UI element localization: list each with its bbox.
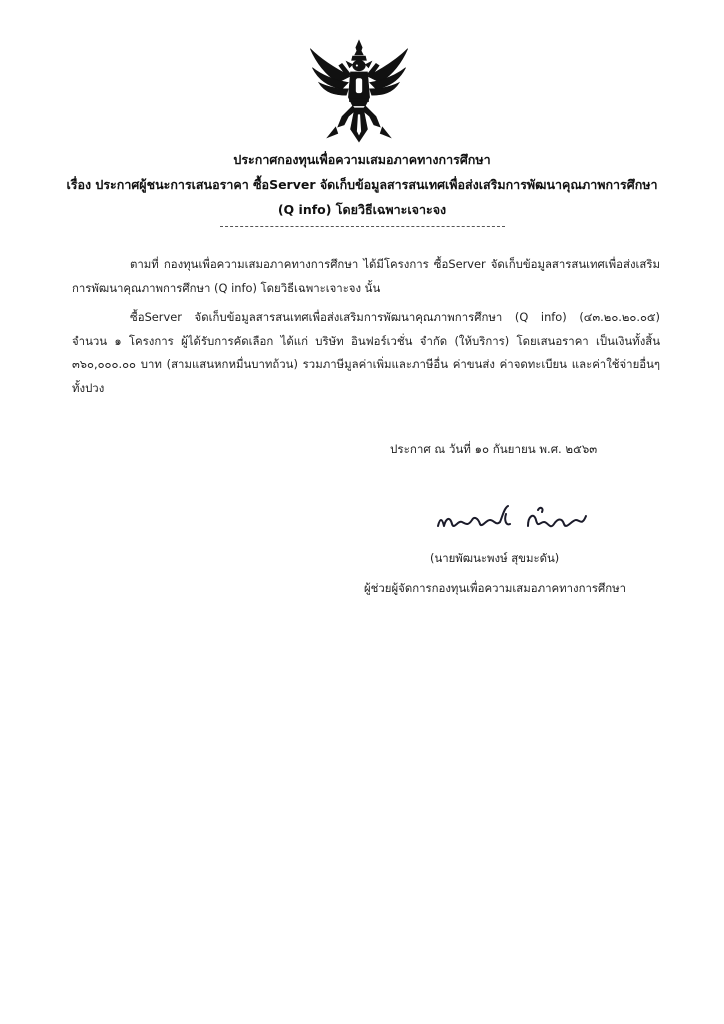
announcement-subject-continued: (Q info) โดยวิธีเฉพาะเจาะจง <box>277 202 447 217</box>
announcement-subject: เรื่อง ประกาศผู้ชนะการเสนอราคา ซื้อServer จัดเก็บข้อมูลสารสนเทศเพื่อส่งเสริมการพัฒนาคุณภาพการศึกษา <box>66 177 658 192</box>
body-paragraph-1: ตามที่ กองทุนเพื่อความเสมอภาคทางการศึกษา ได้มีโครงการ ซื้อServer จัดเก็บข้อมูลสารสนเทศเพื่อส่งเสริมการพัฒนาคุณภาพการศึกษา (Q info) โดยวิธีเฉพาะเจาะจง นั้น <box>72 257 660 295</box>
garuda-emblem-icon <box>306 38 412 144</box>
dashed-divider <box>220 226 505 227</box>
handwritten-signature-icon <box>432 496 592 542</box>
signatory-name: (นายพัฒนะพงษ์ สุขมะดัน) <box>430 551 560 565</box>
announcement-date: ประกาศ ณ วันที่ ๑๐ กันยายน พ.ศ. ๒๕๖๓ <box>390 442 598 456</box>
announcement-heading: ประกาศกองทุนเพื่อความเสมอภาคทางการศึกษา <box>233 152 491 167</box>
signatory-title: ผู้ช่วยผู้จัดการกองทุนเพื่อความเสมอภาคทางการศึกษา <box>364 581 627 595</box>
body-paragraph-2: ซื้อServer จัดเก็บข้อมูลสารสนเทศเพื่อส่งเสริมการพัฒนาคุณภาพการศึกษา (Q info) (๔๓.๒๐.๒๐.๐๕) จำนวน ๑ โครงการ ผู้ได้รับการคัดเลือก ได้แก่ บริษัท อินฟอร์เวชั่น จำกัด (ให้บริการ) โดยเสนอราคา เป็นเงินทั้งสิ้น ๓๖๐,๐๐๐.๐๐ บาท (สามแสนหกหมื่นบาทถ้วน) รวมภาษีมูลค่าเพิ่มและภาษีอื่น ค่าขนส่ง ค่าจดทะเบียน และค่าใช้จ่ายอื่นๆ ทั้งปวง <box>72 310 660 395</box>
